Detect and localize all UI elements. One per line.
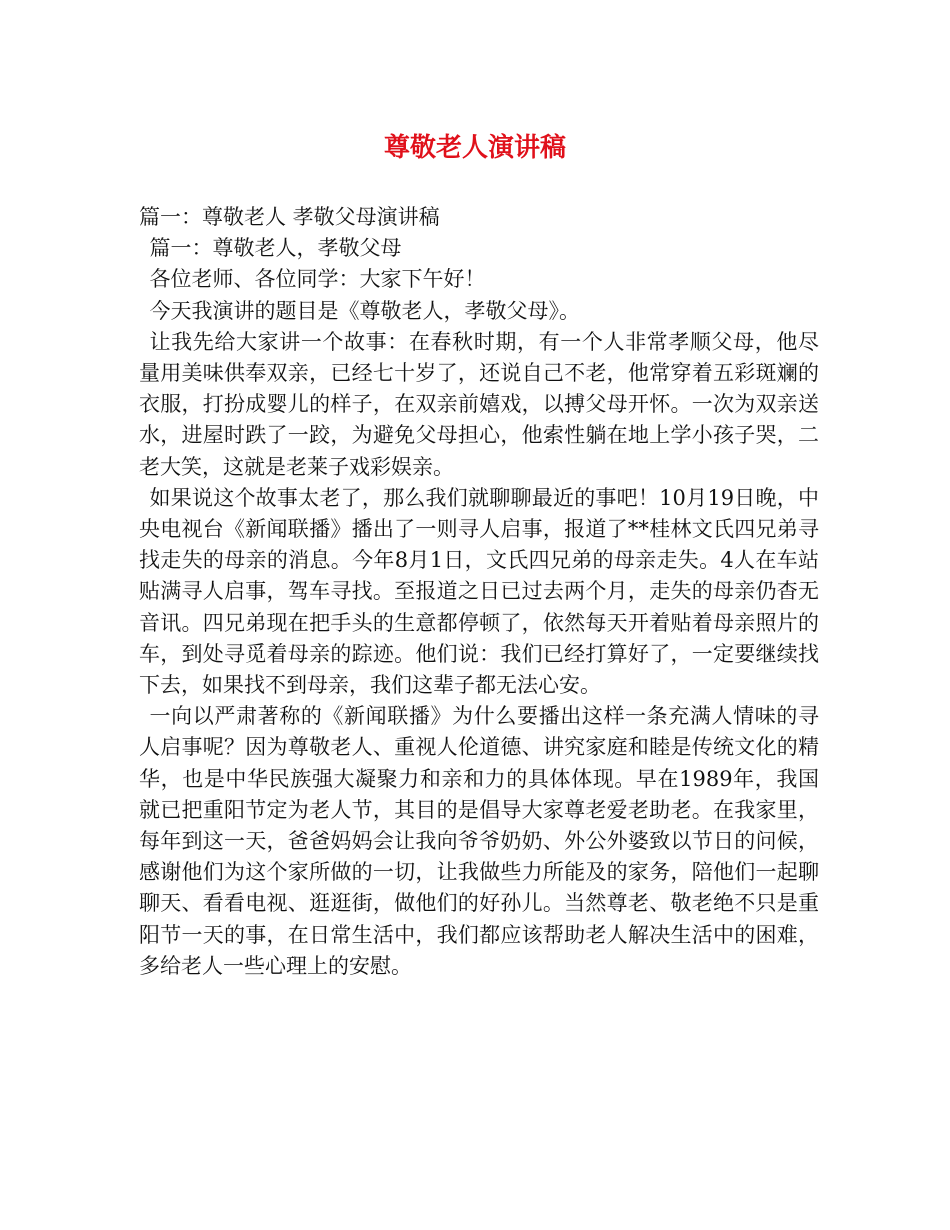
story-paragraph: 让我先给大家讲一个故事：在春秋时期，有一个人非常孝顺父母，他尽量用美味供奉双亲，已经七十岁了，还说自己不老，他常穿着五彩斑斓的衣服，打扮成婴儿的样子，在双亲前嬉戏，以搏父母开怀。一次为双亲送水，进屋时跌了一跤，为避免父母担心，他索性躺在地上学小孩子哭，二老大笑，这就是老莱子戏彩娱亲。 [139, 329, 819, 479]
document-title: 尊敬老人演讲稿 [383, 133, 566, 163]
section-heading: 篇一：尊敬老人 孝敬父母演讲稿 [139, 205, 440, 229]
culture-paragraph: 一向以严肃著称的《新闻联播》为什么要播出这样一条充满人情味的寻人启事呢？因为尊敬老人、重视人伦道德、讲究家庭和睦是传统文化的精华，也是中华民族强大凝聚力和亲和力的具体体现。早在1989年，我国就已把重阳节定为老人节，其目的是倡导大家尊老爱老助老。在我家里，每年到这一天，爸爸妈妈会让我向爷爷奶奶、外公外婆致以节日的问候，感谢他们为这个家所做的一切，让我做些力所能及的家务，陪他们一起聊聊天、看看电视、逛逛街，做他们的好孙儿。当然尊老、敬老绝不只是重阳节一天的事，在日常生活中，我们都应该帮助老人解决生活中的困难，多给老人一些心理上的安慰。 [139, 704, 819, 978]
greeting-paragraph: 各位老师、各位同学：大家下午好！ [149, 267, 486, 292]
document-body [139, 202, 819, 982]
news-paragraph: 如果说这个故事太老了，那么我们就聊聊最近的事吧！10月19日晚，中央电视台《新闻联播》播出了一则寻人启事，报道了**桂林文氏四兄弟寻找走失的母亲的消息。今年8月1日，文氏四兄弟的母亲走失。4人在车站贴满寻人启事，驾车寻找。至报道之日已过去两个月，走失的母亲仍杳无音讯。四兄弟现在把手头的生意都停顿了，依然每天开着贴着母亲照片的车，到处寻觅着母亲的踪迹。他们说：我们已经打算好了，一定要继续找下去，如果找不到母亲，我们这辈子都无法心安。 [139, 485, 819, 698]
sub-heading: 篇一：尊敬老人，孝敬父母 [149, 236, 402, 261]
topic-paragraph: 今天我演讲的题目是《尊敬老人，孝敬父母》。 [149, 298, 580, 323]
